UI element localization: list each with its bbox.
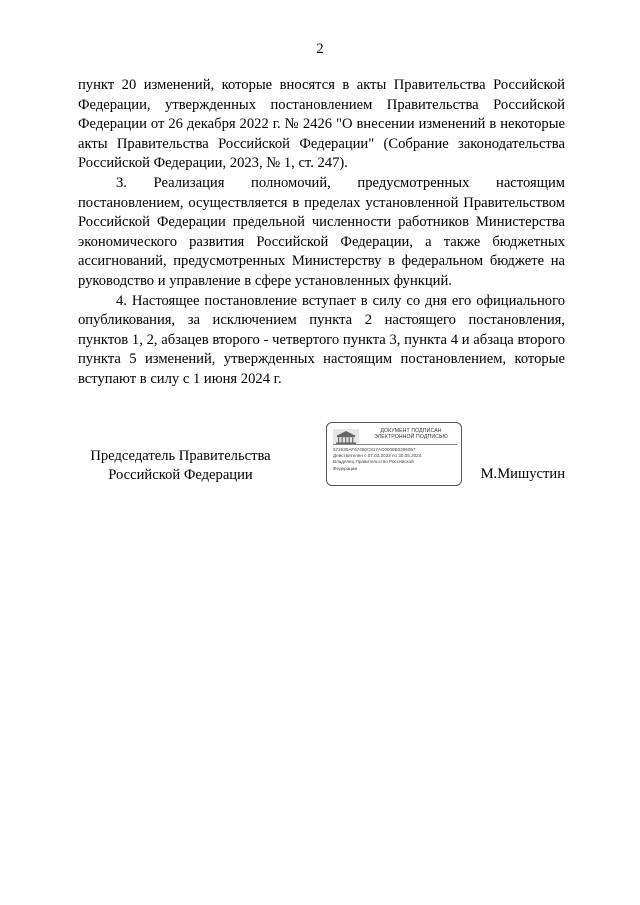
stamp-divider (333, 444, 457, 445)
stamp-title (363, 428, 459, 441)
signatory-position (78, 447, 283, 485)
stamp-title-line1: ДОКУМЕНТ ПОДПИСАН (380, 428, 442, 434)
stamp-title-line2: ЭЛЕКТРОННОЙ ПОДПИСЬЮ (374, 434, 448, 441)
signatory-position-line1: Председатель Правительства (90, 448, 271, 464)
stamp-validity: Действителен с 07.03.2023 по 30.05.2024 (333, 453, 422, 459)
stamp-details (333, 447, 459, 472)
page-number: 2 (316, 41, 324, 57)
paragraph-4: 4. Настоящее постановление вступает в силу со дня его официального опубликования, за исключением пункта 2 настоящего постановления, пунктов 1, 2, абзацев второго - четвертого пункта 3, пункта 4 и абзаца второго пункта 5 изменений, утвержденных настоящим постановлением, которые вступают в силу с 1 июня 2024 г. (78, 292, 565, 387)
electronic-signature-stamp (326, 422, 462, 486)
signatory-position-line2: Российской Федерации (108, 467, 253, 483)
document-body (78, 76, 565, 390)
government-building-icon (333, 429, 359, 445)
paragraph-3: 3. Реализация полномочий, предусмотренных настоящим постановлением, осуществляется в пределах установленной Правительством Российской Федерации предельной численности работников Министерства экономического развития Российской Федерации, а также бюджетных ассигнований, предусмотренных Министерству в федеральном бюджете на руководство и управление в сфере установленных функций. (78, 174, 565, 289)
signatory-name: М.Мишустин (480, 466, 565, 482)
stamp-owner-line1: Владелец Правительство Российской (333, 459, 414, 465)
stamp-owner-line2: Федерации (333, 465, 358, 471)
stamp-certificate: 572630AF67456C817AC0008B0396057 (333, 447, 416, 452)
paragraph-continuation: пункт 20 изменений, которые вносятся в акты Правительства Российской Федерации, утвержденных постановлением Правительства Российской Федерации от 26 декабря 2022 г. № 2426 "О внесении изменений в некоторые акты Правительства Российской Федерации" (Собрание законодательства Российской Федерации, 2023, № 1, ст. 247). (78, 77, 565, 172)
